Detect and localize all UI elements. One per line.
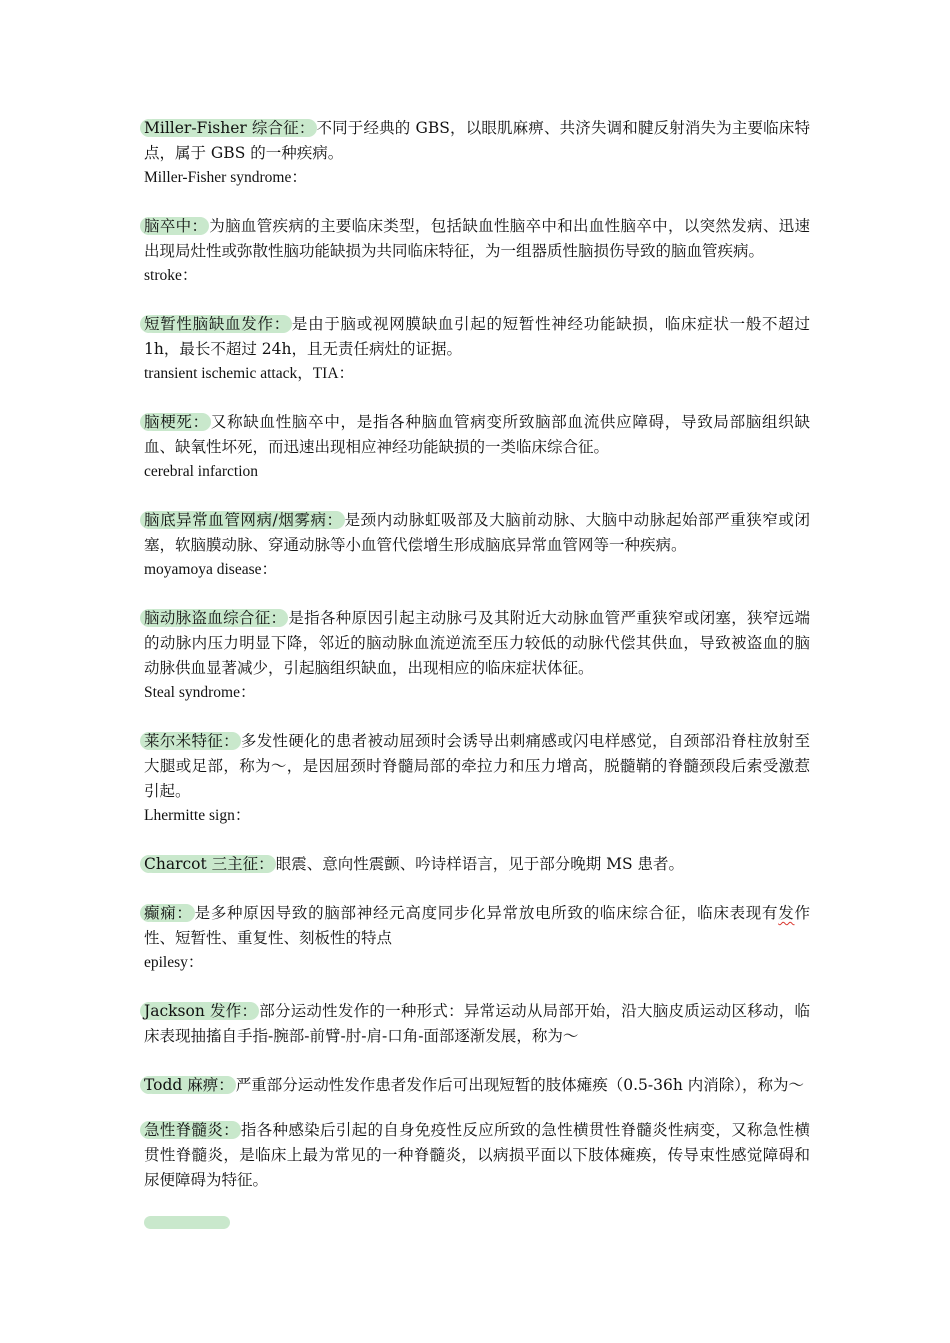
entry-cerebral-infarction [144, 410, 810, 484]
definition-paragraph [144, 214, 810, 264]
definition-text: 指各种感染后引起的自身免疫性反应所致的急性横贯性脊髓炎性病变，又称急性横贯性脊髓炎，是临床上最为常见的一种脊髓炎，以病损平面以下肢体瘫痪，传导束性感觉障碍和尿便障碍为特征。 [144, 1121, 810, 1189]
english-term: moyamoya disease： [144, 561, 278, 578]
definition-paragraph [144, 1073, 810, 1098]
english-term: transient ischemic attack，TIA： [144, 365, 355, 382]
definition-paragraph [144, 999, 810, 1049]
empty-highlight-marker [144, 1216, 230, 1229]
definition-text-rest: 作性、短暂性、重复性、刻板性的特点 [144, 904, 810, 947]
english-term: cerebral infarction [144, 463, 259, 480]
definition-paragraph [144, 1118, 810, 1193]
term-highlight: 脑卒中： [144, 217, 208, 235]
definition-text: 是由于脑或视网膜缺血引起的短暂性神经功能缺损，临床症状一般不超过 1h，最长不超过 24h，且无责任病灶的证据。 [144, 315, 810, 358]
definition-paragraph [144, 410, 810, 460]
entry-charcot-triad [144, 852, 810, 877]
definition-paragraph [144, 312, 810, 362]
definition-paragraph [144, 852, 810, 877]
term-highlight: 短暂性脑缺血发作： [144, 315, 290, 333]
definition-text: 是颈内动脉虹吸部及大脑前动脉、大脑中动脉起始部严重狭窄或闭塞，软脑膜动脉、穿通动脉等小血管代偿增生形成脑底异常血管网等一种疾病。 [144, 511, 810, 554]
english-term: Miller-Fisher syndrome： [144, 169, 307, 186]
term-highlight: Todd 麻痹： [144, 1076, 234, 1094]
definition-paragraph [144, 116, 810, 166]
entry-stroke [144, 214, 810, 288]
definition-text: 为脑血管疾病的主要临床类型，包括缺血性脑卒中和出血性脑卒中，以突然发病、迅速出现局灶性或弥散性脑功能缺损为共同临床特征，为一组器质性脑损伤导致的脑血管疾病。 [144, 217, 810, 260]
spellcheck-marked-text[interactable]: 发 [778, 904, 795, 922]
entry-epilepsy [144, 901, 810, 975]
term-highlight: 莱尔米特征： [144, 732, 239, 750]
entry-miller-fisher [144, 116, 810, 190]
definition-paragraph [144, 729, 810, 804]
definition-text: 不同于经典的 GBS，以眼肌麻痹、共济失调和腱反射消失为主要临床特点，属于 GBS 的一种疾病。 [144, 119, 810, 162]
term-highlight: 脑动脉盗血综合征： [144, 609, 287, 627]
definition-text: 部分运动性发作的一种形式：异常运动从局部开始，沿大脑皮质运动区移动，临床表现抽搐自手指-腕部-前臂-肘-肩-口角-面部逐渐发展，称为～ [144, 1002, 810, 1045]
entry-lhermitte-sign [144, 729, 810, 828]
term-highlight: Miller-Fisher 综合征： [144, 119, 315, 137]
definition-paragraph [144, 901, 810, 951]
entry-steal-syndrome [144, 606, 810, 705]
definition-paragraph [144, 606, 810, 681]
english-term: stroke： [144, 267, 198, 284]
document-page [144, 116, 810, 1229]
english-term: Steal syndrome： [144, 684, 256, 701]
entry-acute-myelitis [144, 1118, 810, 1193]
entry-tia [144, 312, 810, 386]
definition-text: 眼震、意向性震颤、吟诗样语言，见于部分晚期 MS 患者。 [275, 855, 685, 873]
entry-moyamoya [144, 508, 810, 582]
definition-text: 是多种原因导致的脑部神经元高度同步化异常放电所致的临床综合征，临床表现有 [194, 904, 779, 922]
definition-text: 是指各种原因引起主动脉弓及其附近大动脉血管严重狭窄或闭塞，狭窄远端的动脉内压力明显下降，邻近的脑动脉血流逆流至压力较低的动脉代偿其供血，导致被盗血的脑动脉供血显著减少，引起脑组织缺血，出现相应的临床症状体征。 [144, 609, 810, 677]
entry-jackson-seizure [144, 999, 810, 1049]
definition-text: 多发性硬化的患者被动屈颈时会诱导出刺痛感或闪电样感觉，自颈部沿脊柱放射至大腿或足部，称为～，是因屈颈时脊髓局部的牵拉力和压力增高，脱髓鞘的脊髓颈段后索受激惹引起。 [144, 732, 810, 800]
term-highlight: 急性脊髓炎： [144, 1121, 239, 1139]
definition-paragraph [144, 508, 810, 558]
term-highlight: 脑梗死： [144, 413, 209, 431]
definition-text: 又称缺血性脑卒中，是指各种脑血管病变所致脑部血流供应障碍，导致局部脑组织缺血、缺氧性坏死，而迅速出现相应神经功能缺损的一类临床综合征。 [144, 413, 810, 456]
term-highlight: 癫痫： [144, 904, 193, 922]
term-highlight: 脑底异常血管网病/烟雾病： [144, 511, 343, 529]
term-highlight: Jackson 发作： [144, 1002, 258, 1020]
definition-text: 严重部分运动性发作患者发作后可出现短暂的肢体瘫痪（0.5-36h 内消除），称为～ [235, 1076, 805, 1094]
english-term: Lhermitte sign： [144, 807, 251, 824]
entry-todd-paralysis [144, 1073, 810, 1098]
english-term: epilesy： [144, 954, 204, 971]
term-highlight: Charcot 三主征： [144, 855, 274, 873]
